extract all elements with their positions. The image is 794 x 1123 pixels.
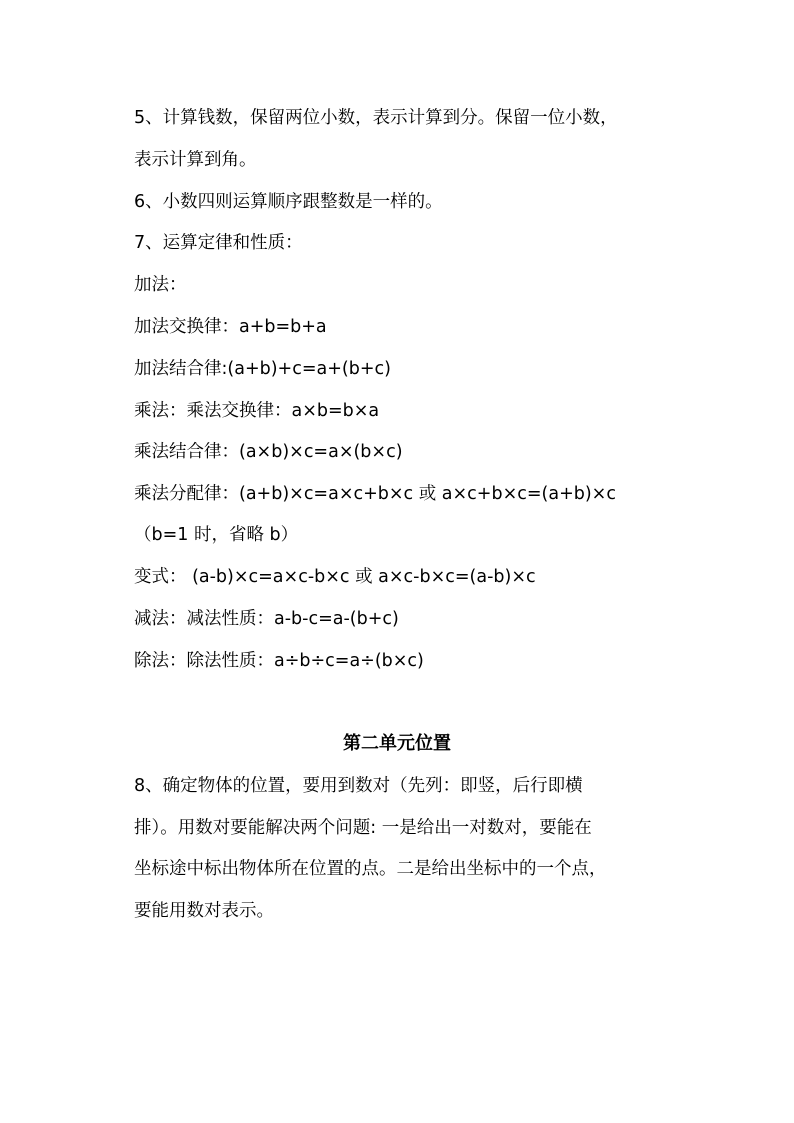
text-line-rule8-part3: 坐标途中标出物体所在位置的点。二是给出坐标中的一个点， xyxy=(134,859,607,879)
section-title: 第二单元位置 xyxy=(343,733,451,754)
text-line-multiplication-associative: 乘法结合律：(a×b)×c=a×(b×c) xyxy=(134,442,403,462)
text-line-rule5-part2: 表示计算到角。 xyxy=(134,150,257,170)
text-line-addition: 加法： xyxy=(134,275,187,295)
text-line-division: 除法：除法性质：a÷b÷c=a÷(b×c) xyxy=(134,651,424,671)
text-line-addition-commutative: 加法交换律：a+b=b+a xyxy=(134,317,327,337)
text-line-variant: 变式： (a-b)×c=a×c-b×c 或 a×c-b×c=(a-b)×c xyxy=(134,567,536,587)
text-line-distributive: 乘法分配律：(a+b)×c=a×c+b×c 或 a×c+b×c=(a+b)×c xyxy=(134,484,616,504)
text-line-subtraction: 减法：减法性质：a-b-c=a-(b+c) xyxy=(134,609,399,629)
text-line-multiplication-commutative: 乘法：乘法交换律：a×b=b×a xyxy=(134,401,380,421)
text-line-rule6: 6、小数四则运算顺序跟整数是一样的。 xyxy=(134,192,443,212)
text-line-rule8-part1: 8、确定物体的位置，要用到数对（先列：即竖，后行即横 xyxy=(134,776,583,796)
text-line-rule7-heading: 7、运算定律和性质： xyxy=(134,233,303,253)
text-line-rule8-part4: 要能用数对表示。 xyxy=(134,901,274,921)
text-line-rule8-part2: 排）。用数对要能解决两个问题: 一是给出一对数对，要能在 xyxy=(134,818,592,838)
text-line-rule5-part1: 5、计算钱数，保留两位小数，表示计算到分。保留一位小数， xyxy=(134,108,618,128)
text-line-addition-associative: 加法结合律:(a+b)+c=a+(b+c) xyxy=(134,359,391,379)
text-line-distributive-note: （b=1 时，省略 b） xyxy=(134,525,299,545)
